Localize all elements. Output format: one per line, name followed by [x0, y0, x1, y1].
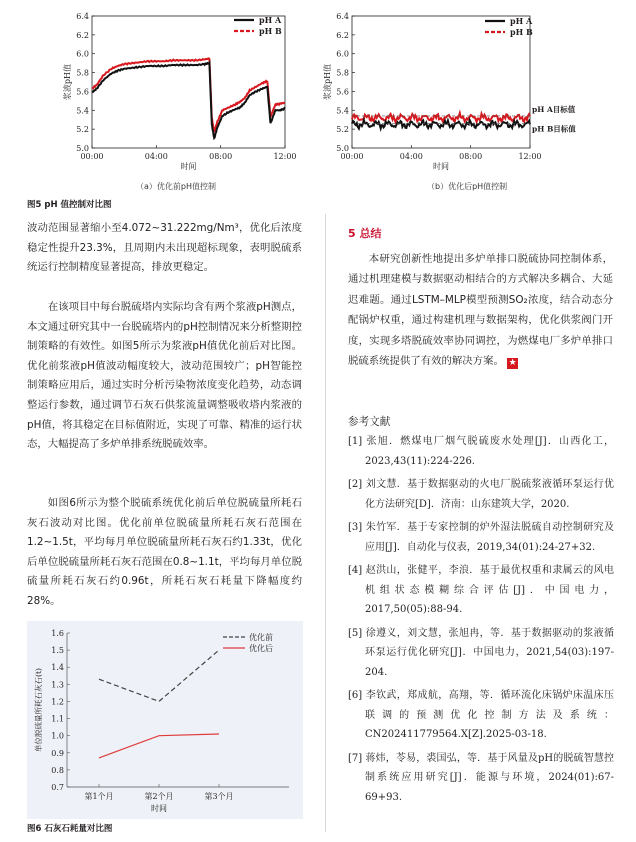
reference-item: [4] 赵洪山，张健平，李浪．基于最优权重和隶属云的风电机组状态模糊综合评估[J]．中国电力，2017,50(05):88-94.: [348, 565, 614, 615]
x-tick-label: 08:00: [209, 152, 233, 161]
y-tick-label: 1.4: [51, 663, 64, 673]
reference-item: [5] 徐遵义，刘文慧，张旭冉，等．基于数据驱动的浆液循环泵运行优化研究[J]．中国电力，2021,54(03):197-204.: [348, 627, 614, 678]
x-tick-label: 00:00: [340, 152, 364, 161]
plot-frame: [92, 16, 285, 148]
y-tick-label: 6.4: [336, 12, 349, 21]
x-axis-label: 时间: [180, 162, 197, 171]
y-axis-label: 浆液pH值: [323, 63, 332, 101]
y-tick-label: 1.1: [51, 714, 64, 724]
y-tick-label: 5.0: [76, 144, 89, 153]
x-tick-label: 第3个月: [204, 792, 234, 801]
chart-6: [27, 621, 303, 819]
chart-5b: [320, 0, 620, 175]
x-tick-label: 12:00: [273, 152, 297, 161]
y-tick-label: 5.2: [336, 125, 349, 135]
reference-item: [7] 蒋炜，苓易，裘国弘，等．基于风量及pH的脱硫智慧控制系统应用研究[J]．能源与环境，2024(01):67-69+93.: [348, 752, 614, 803]
reference-item: [6] 李钦武，郑成航，高翔，等．循环流化床锅炉床温床压联调的预测优化控制方法及系统：CN202411779564.X[Z].2025-03-18.: [348, 690, 614, 740]
x-axis-label: 时间: [433, 162, 449, 171]
y-tick-label: 6.0: [76, 49, 89, 59]
legend-label: pH B: [510, 27, 533, 37]
y-tick-label: 5.6: [336, 87, 349, 97]
y-tick-label: 1.0: [51, 731, 64, 741]
x-tick-label: 04:00: [399, 152, 423, 161]
reference-list: [348, 432, 614, 811]
reference-item: [2] 刘文慧．基于数据驱动的火电厂脱硫浆液循环泵运行优化方法研究[D]．济南：山东建筑大学，2020.: [348, 479, 614, 510]
section-heading-conclusion: 5 总结: [348, 227, 382, 240]
legend-label: 优化前: [249, 633, 273, 642]
chart-5a: [0, 0, 297, 175]
y-tick-label: 1.2: [51, 697, 64, 707]
legend-label: pH A: [510, 16, 533, 26]
series-line-优化后: [99, 734, 219, 758]
x-tick-label: 第2个月: [144, 792, 174, 801]
series-line-pH-A: [352, 120, 530, 129]
y-axis-label: 单位脱硫量所耗石灰石(t): [34, 668, 43, 752]
y-tick-label: 0.7: [51, 783, 64, 792]
x-tick-label: 04:00: [144, 152, 168, 161]
y-tick-label: 5.0: [336, 144, 349, 153]
y-tick-label: 6.2: [76, 30, 89, 40]
conclusion-body: 本研究创新性地提出多炉单排口脱硫协同控制体系，通过机理建模与数据驱动相结合的方式解决多耦合、大延迟难题。通过LSTM–MLP模型预测SO₂浓度，结合动态分配锅炉权重，通过构建机理与数据架构，优化供浆阀门开度，实现多塔脱硫效率协同调控，为燃煤电厂多炉单排口脱硫系统提供了有效的解决方案。: [348, 253, 613, 368]
x-axis-label: 时间: [151, 804, 167, 813]
y-tick-label: 0.8: [51, 765, 64, 775]
legend-label: 优化后: [249, 644, 273, 653]
column-divider: [325, 214, 326, 832]
x-tick-label: 00:00: [80, 152, 104, 161]
target-annotation: pH A目标值: [532, 104, 576, 114]
end-mark-icon: ★: [508, 358, 517, 369]
reference-item: [3] 朱竹军．基于专家控制的炉外湿法脱硫自动控制研究及应用[J]．自动化与仪表，2019,34(01):24-27+32.: [348, 522, 614, 553]
paragraph-2: 在该项目中每台脱硫塔内实际均含有两个浆液pH测点，本文通过研究其中一台脱硫塔内的pH控制情况来分析整期控制策略的有效性。如图5所示为浆液pH值优化前后对比图。优化前浆液pH值波动幅度较大，波动范围较广；pH智能控制策略应用后，通过实时分析污染物浓度变化趋势，动态调整运行参数，通过调节石灰石供浆流量调整吸收塔内浆液的pH值，将其稳定在目标值附近，实现了可靠、精准的运行状态，大幅提高了多炉单排系统脱硫效率。: [27, 301, 302, 451]
y-tick-label: 6.2: [336, 30, 349, 40]
y-tick-label: 5.2: [76, 125, 89, 135]
references-heading: 参考文献: [348, 416, 391, 428]
paragraph-3: 如图6所示为整个脱硫系统优化前后单位脱硫量所耗石灰石波动对比图。优化前单位脱硫量所耗石灰石范围在1.2~1.5t，平均每月单位脱硫量所耗石灰石约1.33t，优化后单位脱硫量所耗石灰石范围在0.8~1.1t，平均每月单位脱硫量所耗石灰石约0.96t，所耗石灰石耗量下降幅度约28%。: [27, 497, 302, 607]
y-tick-label: 5.8: [336, 68, 349, 78]
plot-frame: [352, 16, 530, 148]
figure5a-subcaption: （a）优化前pH值控制: [136, 182, 216, 191]
x-tick-label: 第1个月: [84, 792, 114, 801]
figure6-caption: 图6 石灰石耗量对比图: [27, 824, 113, 834]
reference-item: [1] 张旭．燃煤电厂烟气脱硫废水处理[J]．山西化工，2023,43(11):224-226.: [348, 436, 614, 467]
target-annotation: pH B目标值: [532, 124, 576, 134]
conclusion-text: [348, 249, 613, 371]
legend-label: pH B: [259, 26, 282, 36]
series-line-pH-A: [92, 63, 285, 138]
series-line-优化前: [99, 650, 219, 701]
legend-label: pH A: [259, 15, 282, 25]
figure5-caption: 图5 pH 值控制对比图: [27, 200, 112, 210]
figure5b-subcaption: （b）优化后pH值控制: [427, 182, 508, 191]
x-tick-label: 08:00: [459, 152, 483, 161]
y-tick-label: 1.3: [51, 680, 64, 690]
y-axis-label: 浆液pH值: [63, 63, 72, 101]
x-tick-label: 12:00: [518, 152, 542, 161]
y-tick-label: 5.4: [336, 106, 349, 116]
y-tick-label: 0.9: [51, 748, 64, 758]
y-tick-label: 5.4: [76, 106, 89, 116]
y-tick-label: 6.4: [76, 12, 89, 21]
y-tick-label: 1.5: [51, 646, 64, 656]
y-tick-label: 5.6: [76, 87, 89, 97]
y-tick-label: 5.8: [76, 68, 89, 78]
y-tick-label: 6.0: [336, 49, 349, 59]
paragraph-1: 波动范围显著缩小至4.072~31.222mg/Nm³，优化后浓度稳定性提升23.3%，且周期内未出现超标现象，表明脱硫系统运行控制精度显著提高，排放更稳定。: [27, 222, 302, 274]
y-tick-label: 1.6: [51, 629, 64, 638]
